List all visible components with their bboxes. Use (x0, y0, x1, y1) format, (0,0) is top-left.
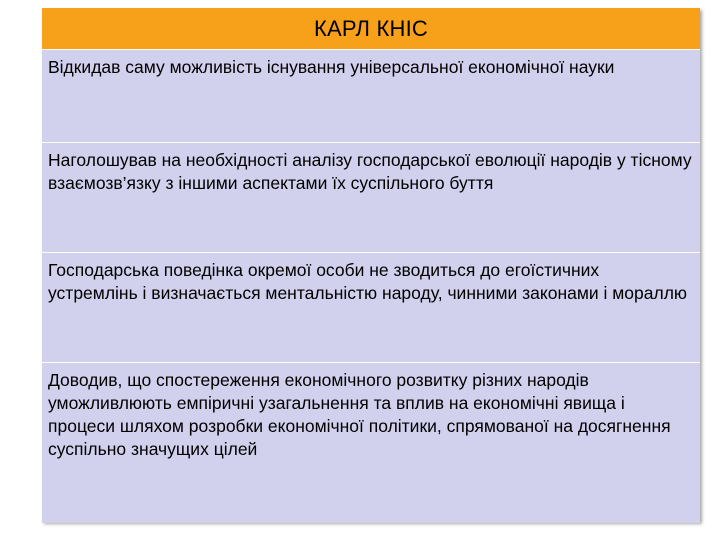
row-text: Відкидав саму можливість існування універсальної економічної науки (48, 57, 615, 77)
table-title: КАРЛ КНІС (314, 15, 428, 41)
table-row (42, 253, 700, 363)
slide-table (42, 8, 700, 522)
table-row (42, 50, 700, 143)
table-row (42, 143, 700, 253)
row-text: Наголошував на необхідності аналізу господарської еволюції народів у тісному взаємозв’язку з іншими аспектами їх суспільного буття (48, 150, 692, 193)
row-text: Доводив, що спостереження економічного розвитку різних народів уможливлюють емпіричні узагальнення та вплив на економічні явища і процеси шляхом розробки економічної політики, спрямованої на досягнення суспільно значущих цілей (48, 370, 671, 459)
row-text: Господарська поведінка окремої особи не зводиться до егоїстичних устремлінь і визначається ментальністю народу, чинними законами і мораллю (48, 260, 688, 303)
table-header (42, 8, 700, 50)
table-row (42, 363, 700, 523)
